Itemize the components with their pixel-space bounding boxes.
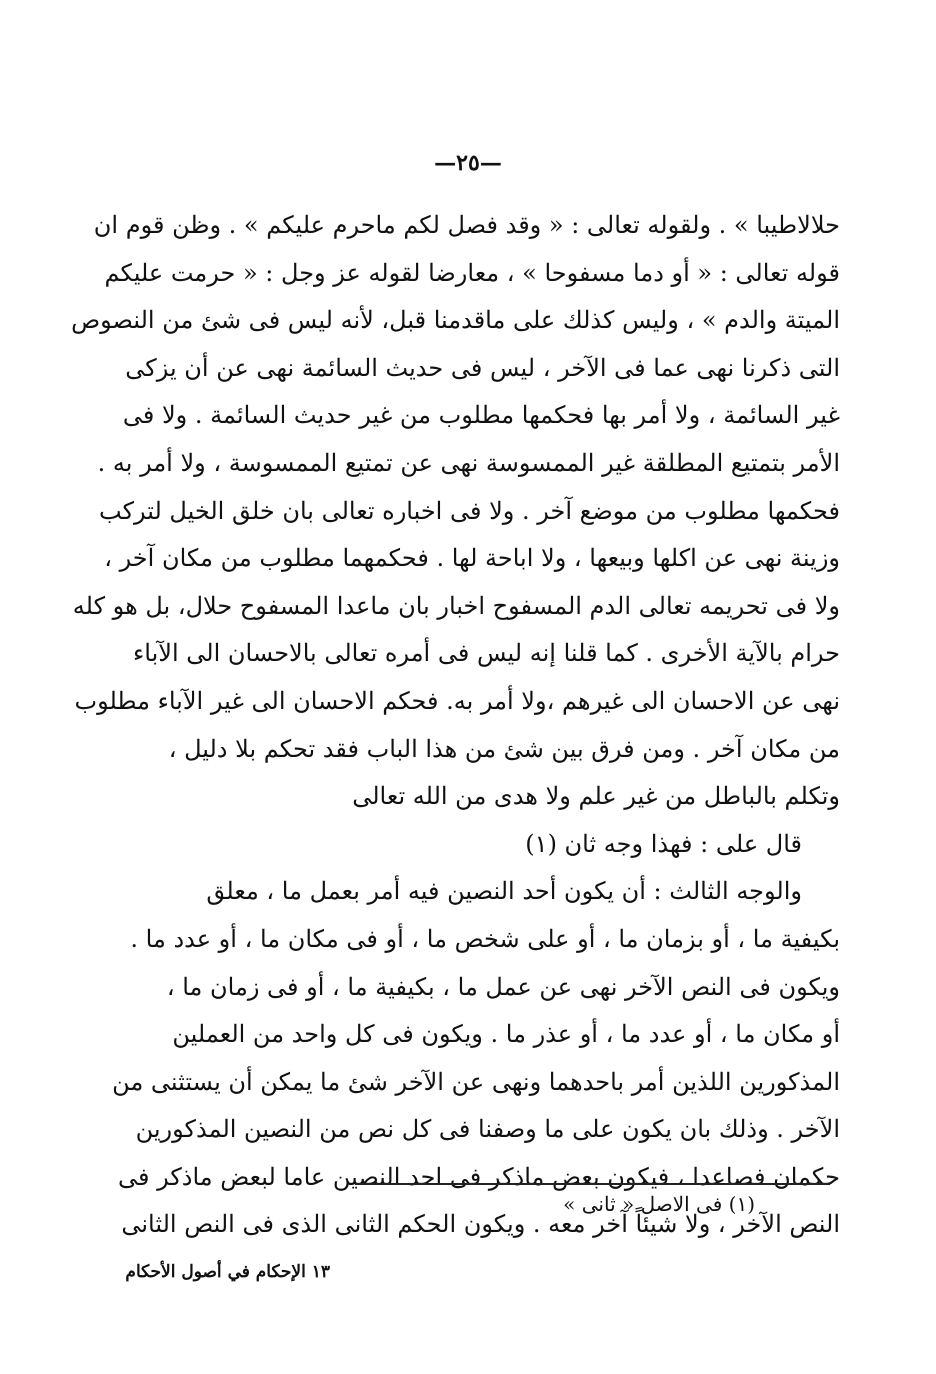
text-line: حرام بالآية الأخرى . كما قلنا إنه ليس فى أمره تعالى بالاحسان الى الآباء: [133, 639, 840, 668]
text-line: المذكورين اللذين أمر باحدهما ونهى عن الآخر شئ ما يمكن أن يستثنى من: [112, 1067, 840, 1096]
text-line: حكمان فصاعدا ، فيكون بعض ماذكر فى احد النصين عاما لبعض ماذكر فى: [117, 1162, 840, 1191]
text-line: التى ذكرنا نهى عما فى الآخر ، ليس فى حديث السائمة نهى عن أن يزكى: [125, 353, 840, 382]
text-line: الآخر . وذلك بان يكون على ما وصفنا فى كل نص من النصين المذكورين: [135, 1115, 840, 1144]
text-line: غير السائمة ، ولا أمر بها فحكمها مطلوب من غير حديث السائمة . ولا فى: [122, 401, 840, 430]
text-line: قوله تعالى : « أو دما مسفوحا » ، معارضا لقوله عز وجل : « حرمت عليكم: [104, 258, 840, 287]
text-line: وزينة نهى عن اكلها وبيعها ، ولا اباحة لها . فحكمهما مطلوب من مكان آخر ،: [104, 544, 840, 573]
page-number: —٢٥—: [434, 150, 502, 176]
text-line: والوجه الثالث : أن يكون أحد النصين فيه أمر بعمل ما ، معلق: [206, 877, 802, 906]
text-line: حلالاطيبا » . ولقوله تعالى : « وقد فصل لكم ماحرم عليكم » . وظن قوم ان: [93, 211, 840, 239]
text-line: الميتة والدم » ، وليس كذلك على ماقدمنا قبل، لأنه ليس فى شئ من النصوص: [71, 306, 840, 335]
section-heading: قال على : فهذا وجه ثان (١): [525, 829, 802, 858]
body-text: [71, 202, 840, 1249]
text-line: ولا فى تحريمه تعالى الدم المسفوح اخبار بان ماعدا المسفوح حلال، بل هو كله: [72, 591, 840, 620]
footer-signature: ١٣ الإحكام في أصول الأحكام: [125, 1262, 330, 1282]
text-line: أو مكان ما ، أو عدد ما ، أو عذر ما . ويكون فى كل واحد من العملين: [172, 1020, 840, 1049]
footnote: (١) فى الاصل « ثانى »: [563, 1192, 755, 1216]
text-line: نهى عن الاحسان الى غيرهم ،ولا أمر به. فحكم الاحسان الى غير الآباء مطلوب: [74, 686, 840, 715]
footnote-divider: [355, 1183, 830, 1185]
text-line: وتكلم بالباطل من غير علم ولا هدى من الله تعالى: [352, 782, 840, 811]
text-line: فحكمها مطلوب من موضع آخر . ولا فى اخباره تعالى بان خلق الخيل لتركب: [99, 496, 840, 525]
text-line: من مكان آخر . ومن فرق بين شئ من هذا الباب فقد تحكم بلا دليل ،: [168, 734, 840, 763]
text-line: النص الآخر ، ولا شيئاً آخر معه . ويكون الحكم الثانى الذى فى النص الثانى: [121, 1210, 840, 1239]
text-line: بكيفية ما ، أو بزمان ما ، أو على شخص ما ، أو فى مكان ما ، أو عدد ما .: [130, 924, 840, 953]
text-line: ويكون فى النص الآخر نهى عن عمل ما ، بكيفية ما ، أو فى زمان ما ،: [166, 972, 840, 1001]
text-line: الأمر بتمتيع المطلقة غير الممسوسة نهى عن تمتيع الممسوسة ، ولا أمر به .: [97, 448, 840, 477]
